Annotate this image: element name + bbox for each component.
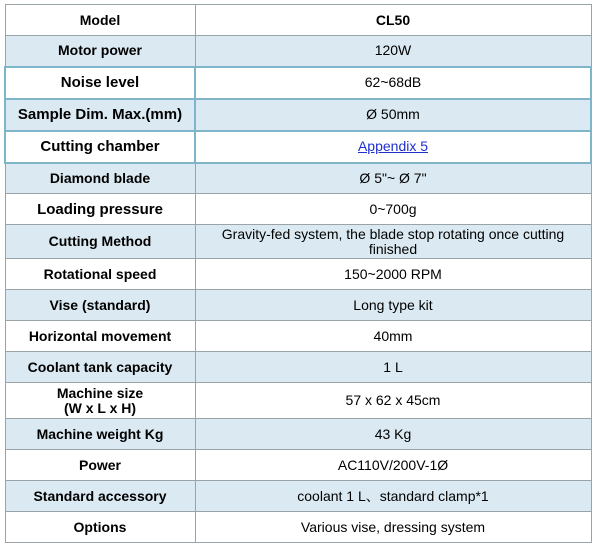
row-rotational-speed	[5, 259, 591, 290]
row-loading-pressure	[5, 194, 591, 225]
sample-dim-value: Ø 50mm	[195, 99, 591, 131]
horizontal-movement-value: 40mm	[195, 321, 591, 352]
options-label: Options	[5, 512, 195, 543]
motor-power-value: 120W	[195, 36, 591, 67]
coolant-tank-label: Coolant tank capacity	[5, 352, 195, 383]
rotational-speed-label: Rotational speed	[5, 259, 195, 290]
sample-dim-label: Sample Dim. Max.(mm)	[5, 99, 195, 131]
machine-weight-value: 43 Kg	[195, 419, 591, 450]
row-coolant-tank	[5, 352, 591, 383]
row-noise-level	[5, 67, 591, 99]
standard-accessory-value: coolant 1 L、standard clamp*1	[195, 481, 591, 512]
row-standard-accessory	[5, 481, 591, 512]
power-value: AC110V/200V-1Ø	[195, 450, 591, 481]
spec-table	[4, 4, 592, 543]
row-horizontal-movement	[5, 321, 591, 352]
model-label: Model	[5, 5, 195, 36]
options-value: Various vise, dressing system	[195, 512, 591, 543]
row-machine-weight	[5, 419, 591, 450]
motor-power-label: Motor power	[5, 36, 195, 67]
cutting-chamber-label: Cutting chamber	[5, 131, 195, 163]
row-machine-size	[5, 383, 591, 419]
vise-value: Long type kit	[195, 290, 591, 321]
coolant-tank-value: 1 L	[195, 352, 591, 383]
vise-label: Vise (standard)	[5, 290, 195, 321]
diamond-blade-value: Ø 5"~ Ø 7"	[195, 163, 591, 194]
rotational-speed-value: 150~2000 RPM	[195, 259, 591, 290]
model-value: CL50	[195, 5, 591, 36]
row-cutting-method	[5, 225, 591, 259]
machine-size-value: 57 x 62 x 45cm	[195, 383, 591, 419]
noise-level-value: 62~68dB	[195, 67, 591, 99]
row-vise	[5, 290, 591, 321]
standard-accessory-label: Standard accessory	[5, 481, 195, 512]
row-cutting-chamber	[5, 131, 591, 163]
diamond-blade-label: Diamond blade	[5, 163, 195, 194]
row-power	[5, 450, 591, 481]
cutting-method-label: Cutting Method	[5, 225, 195, 259]
loading-pressure-label: Loading pressure	[5, 194, 195, 225]
machine-size-label: Machine size (W x L x H)	[5, 383, 195, 419]
row-motor-power	[5, 36, 591, 67]
loading-pressure-value: 0~700g	[195, 194, 591, 225]
cutting-chamber-cell	[195, 131, 591, 163]
noise-level-label: Noise level	[5, 67, 195, 99]
horizontal-movement-label: Horizontal movement	[5, 321, 195, 352]
row-sample-dim	[5, 99, 591, 131]
cutting-method-value: Gravity-fed system, the blade stop rotating once cutting finished	[195, 225, 591, 259]
machine-weight-label: Machine weight Kg	[5, 419, 195, 450]
row-model	[5, 5, 591, 36]
row-options	[5, 512, 591, 543]
row-diamond-blade	[5, 163, 591, 194]
appendix-5-link[interactable]: Appendix 5	[357, 138, 429, 154]
power-label: Power	[5, 450, 195, 481]
